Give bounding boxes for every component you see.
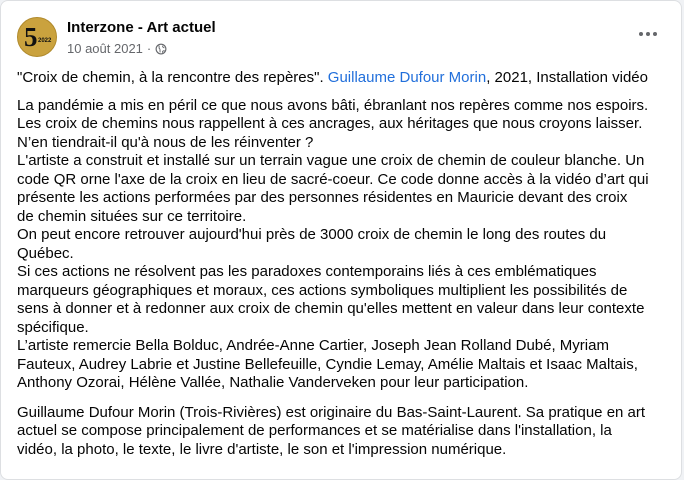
- meta-separator: ·: [146, 41, 152, 56]
- post-date[interactable]: 10 août 2021: [67, 41, 143, 56]
- body-line: Anthony Ozorai, Hélène Vallée, Nathalie Vanderveken pour leur participation.: [17, 374, 529, 391]
- body-line: On peut encore retrouver aujourd'hui près de 3000 croix de chemin le long des routes du: [17, 226, 607, 243]
- more-dots-icon: [638, 31, 658, 37]
- artist-profile-link[interactable]: Guillaume Dufour Morin: [327, 69, 487, 86]
- body-line: Les croix de chemins nous rappellent à ces ancrages, aux héritages que nous croyons laisser.: [17, 115, 643, 132]
- bio-line: actuel se compose principalement de performances et se matérialise dans l'installation, la: [17, 422, 612, 439]
- avatar-logo-year: 2022: [38, 38, 52, 44]
- artist-bio: [17, 404, 669, 460]
- body-line: spécifique.: [17, 318, 89, 336]
- more-options-button[interactable]: [633, 19, 663, 49]
- avatar-logo-numeral: 5: [24, 22, 38, 52]
- post-title-line: [17, 69, 669, 88]
- body-line: Québec.: [17, 244, 74, 262]
- post-body: [17, 97, 669, 393]
- bio-line: vidéo, la photo, le texte, le livre d'artiste, le son et l'impression numérique.: [17, 440, 507, 458]
- avatar[interactable]: [17, 17, 57, 57]
- post-header: [17, 15, 669, 59]
- body-line: code QR orne l'axe de la croix en lieu de sacré-coeur. Ce code donne accès à la vidéo d’art qui: [17, 170, 649, 188]
- post-content: [17, 69, 669, 459]
- body-line: marqueurs géographiques et moraux, ces actions symboliques multiplient les possibilités de: [17, 281, 628, 299]
- post-meta: [67, 41, 167, 56]
- globe-icon[interactable]: [155, 43, 167, 55]
- body-line: Si ces actions ne résolvent pas les paradoxes contemporains liés à ces emblématiques: [17, 263, 597, 280]
- body-line: présente les actions performées par des personnes résidentes en Mauricie devant des croix: [17, 189, 628, 206]
- body-line: sens à donner et à redonner aux croix de chemin qu'elles mettent en valeur dans leur contexte: [17, 300, 645, 317]
- bio-line: Guillaume Dufour Morin (Trois-Rivières) est originaire du Bas-Saint-Laurent. Sa pratique en art: [17, 403, 646, 421]
- body-line: Fauteux, Audrey Labrie et Justine Bellefeuille, Cyndie Lemay, Amélie Maltais et Isaac Maltais,: [17, 355, 638, 373]
- body-line: L'artiste a construit et installé sur un terrain vague une croix de chemin de couleur blanche. Un: [17, 152, 645, 169]
- body-line: de chemin situées sur ce territoire.: [17, 207, 247, 225]
- title-prefix: "Croix de chemin, à la rencontre des repères".: [17, 69, 328, 86]
- body-line: L’artiste remercie Bella Bolduc, Andrée-Anne Cartier, Joseph Jean Rolland Dubé, Myriam: [17, 337, 609, 354]
- body-line: La pandémie a mis en péril ce que nous avons bâti, ébranlant nos repères comme nos espoirs.: [17, 96, 649, 114]
- title-suffix: , 2021, Installation vidéo: [486, 69, 648, 86]
- page-name-link[interactable]: Interzone - Art actuel: [67, 19, 216, 36]
- body-line: N’en tiendrait-il qu'à nous de les réinventer ?: [17, 133, 314, 151]
